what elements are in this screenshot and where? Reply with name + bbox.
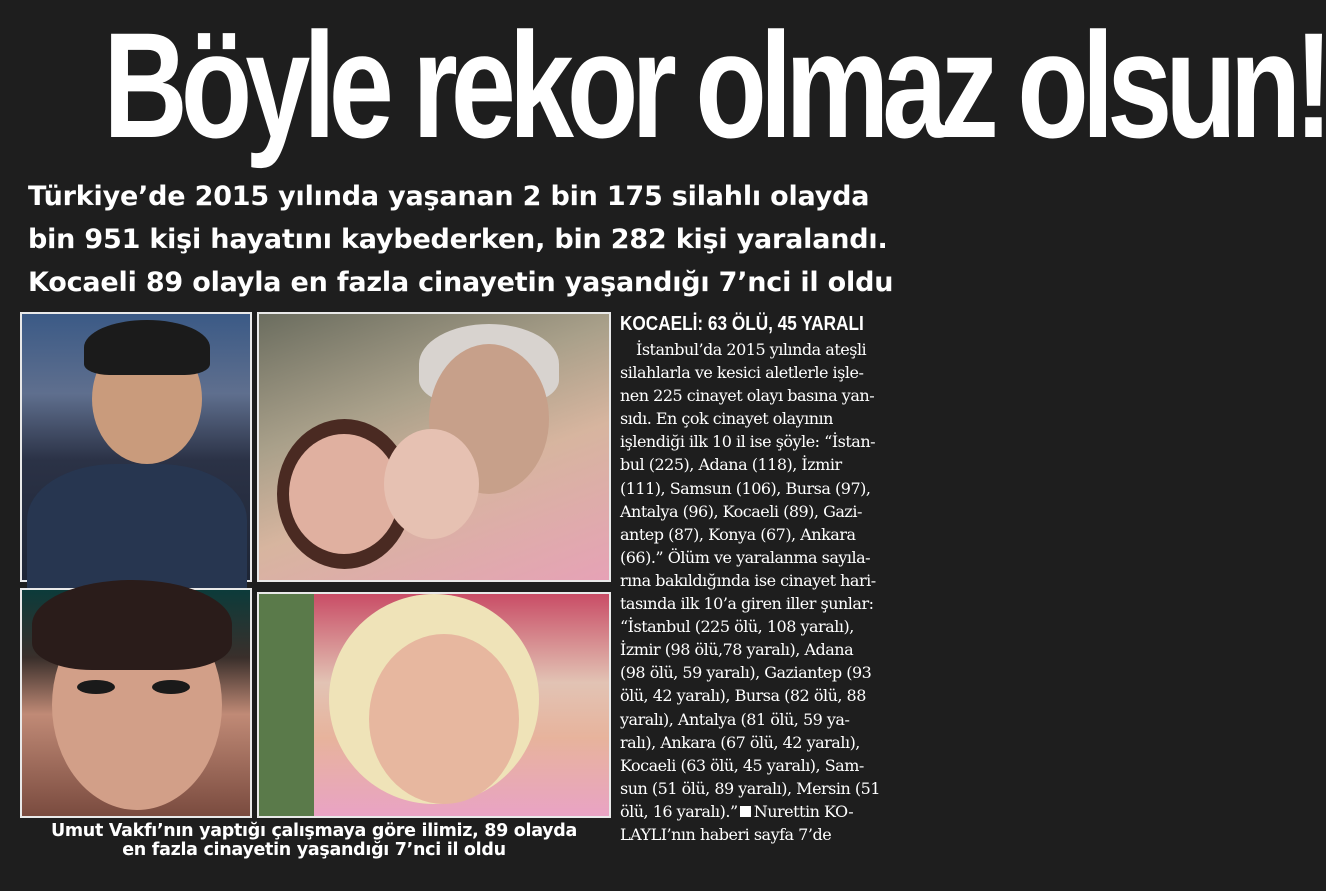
article-line: sıdı. En çok cinayet olayının (620, 409, 833, 429)
photo-family (257, 312, 611, 582)
article-line: İzmir (98 ölü,78 yaralı), Adana (620, 640, 854, 660)
sidebar-title: KOCAELİ: 63 ÖLÜ, 45 YARALI (620, 313, 864, 335)
article-line: silahlarla ve kesici aletlerle işle- (620, 363, 864, 383)
byline-author: Nurettin KO- (753, 801, 854, 821)
square-bullet-icon (740, 806, 751, 817)
caption-line: en fazla cinayetin yaşandığı 7’nci il oldu (122, 840, 506, 860)
article-line: (111), Samsun (106), Bursa (97), (620, 478, 871, 498)
article-line: işlendiği ilk 10 il ise şöyle: “İstan- (620, 432, 876, 452)
article-line: ralı), Ankara (67 ölü, 42 yaralı), (620, 732, 860, 752)
article-line: “İstanbul (225 ölü, 108 yaralı), (620, 617, 854, 637)
subhead-line: bin 951 kişi hayatını kaybederken, bin 282 kişi yaralandı. (28, 224, 888, 255)
article-line: (66).” Ölüm ve yaralanma sayıla- (620, 547, 871, 567)
article-line (620, 800, 920, 823)
article-line: sun (51 ölü, 89 yaralı), Mersin (51 (620, 778, 880, 798)
article-line-text: ölü, 16 yaralı).” (620, 801, 738, 821)
article-line: tasında ilk 10’a giren iller şunlar: (620, 594, 874, 614)
article-line: ölü, 42 yaralı), Bursa (82 ölü, 88 (620, 686, 866, 706)
subheadline (28, 175, 928, 304)
article-line: nen 225 cinayet olayı basına yan- (620, 386, 875, 406)
subhead-line: Türkiye’de 2015 yılında yaşanan 2 bin 175 silahlı olayda (28, 181, 870, 212)
photo-woman-1 (20, 588, 252, 818)
article-line: antep (87), Konya (67), Ankara (620, 524, 856, 544)
article-line: yaralı), Antalya (81 ölü, 59 ya- (620, 709, 850, 729)
article-line: rına bakıldığında ise cinayet hari- (620, 570, 876, 590)
article-line: Antalya (96), Kocaeli (89), Gazi- (620, 501, 862, 521)
headline: Böyle rekor olmaz olsun! (103, 1, 1326, 169)
photo-caption (20, 822, 608, 860)
article-line: bul (225), Adana (118), İzmir (620, 455, 842, 475)
photo-woman-2 (257, 592, 611, 818)
article-line: (98 ölü, 59 yaralı), Gaziantep (93 (620, 663, 872, 683)
article-line: LAYLI’nın haberi sayfa 7’de (620, 824, 832, 844)
article-line: İstanbul’da 2015 yılında ateşli (636, 340, 867, 359)
sidebar-article (620, 338, 920, 846)
article-line: Kocaeli (63 ölü, 45 yaralı), Sam- (620, 755, 864, 775)
subhead-line: Kocaeli 89 olayla en fazla cinayetin yaşandığı 7’nci il oldu (28, 267, 894, 298)
photo-man (20, 312, 252, 582)
caption-line: Umut Vakfı’nın yaptığı çalışmaya göre ilimiz, 89 olayda (50, 821, 578, 841)
